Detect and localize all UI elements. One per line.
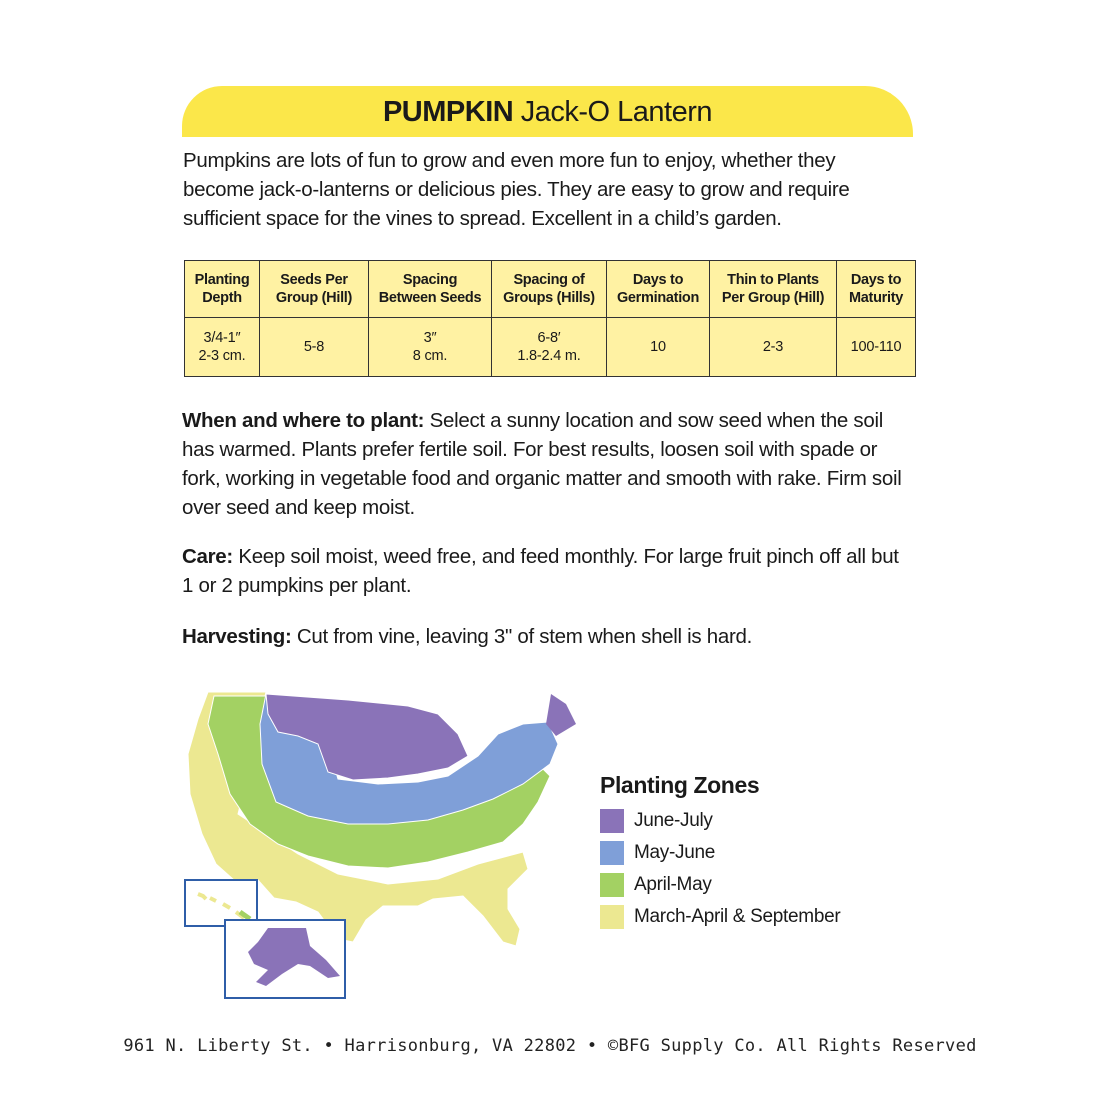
legend-swatch — [600, 905, 624, 929]
header-cell: Planting Depth — [185, 261, 260, 318]
legend-label: June-July — [634, 810, 713, 831]
legend-title: Planting Zones — [600, 772, 760, 798]
planting-zones-legend — [600, 772, 840, 933]
legend-swatch — [600, 873, 624, 897]
legend-label: March-April & September — [634, 906, 841, 927]
harvesting-paragraph — [182, 622, 902, 651]
value-cell: 2-3 — [710, 318, 837, 377]
legend-label: April-May — [634, 874, 712, 895]
when-where-heading: When and where to plant: — [182, 409, 425, 432]
legend-label: May-June — [634, 842, 716, 863]
variety-name: Jack-O Lantern — [520, 96, 713, 128]
when-where-paragraph — [182, 406, 912, 522]
product-name: PUMPKIN — [382, 96, 514, 128]
legend-item — [600, 837, 840, 869]
value-cell: 3″ 8 cm. — [369, 318, 492, 377]
header-cell: Thin to Plants Per Group (Hill) — [710, 261, 837, 318]
value-cell: 100-110 — [837, 318, 916, 377]
header-cell: Spacing Between Seeds — [369, 261, 492, 318]
care-paragraph — [182, 542, 902, 600]
table-header-row — [185, 261, 916, 318]
harvesting-text: Cut from vine, leaving 3" of stem when shell is hard. — [291, 625, 753, 648]
title-bar — [182, 86, 913, 137]
value-cell: 10 — [607, 318, 710, 377]
legend-swatch — [600, 809, 624, 833]
planting-specs-table — [184, 260, 916, 377]
intro-text: Pumpkins are lots of fun to grow and even more fun to enjoy, whether they become jack-o-lanterns or delicious pies. They are easy to grow and require sufficient space for the vines to spread. Excellent in a child’s garden. — [183, 149, 850, 230]
footer-address: 961 N. Liberty St. • Harrisonburg, VA 22802 • ©BFG Supply Co. All Rights Reserved — [123, 1036, 977, 1056]
when-where-text: Select a sunny location and sow seed when the soil has warmed. Plants prefer fertile soil. For best results, loosen soil with spade or fork, working in vegetable food and organic matter and smooth with rake. Firm soil over seed and keep moist. — [182, 409, 902, 519]
value-cell: 6-8′ 1.8-2.4 m. — [492, 318, 607, 377]
table-row — [185, 318, 916, 377]
legend-item — [600, 901, 840, 933]
header-cell: Seeds Per Group (Hill) — [260, 261, 369, 318]
legend-item — [600, 805, 840, 837]
legend-item — [600, 869, 840, 901]
care-heading: Care: — [182, 545, 233, 568]
header-cell: Spacing of Groups (Hills) — [492, 261, 607, 318]
value-cell: 5-8 — [260, 318, 369, 377]
care-text: Keep soil moist, weed free, and feed monthly. For large fruit pinch off all but 1 or 2 pumpkins per plant. — [182, 545, 899, 597]
legend-swatch — [600, 841, 624, 865]
header-cell: Days to Germination — [607, 261, 710, 318]
us-planting-zone-map-icon — [178, 684, 578, 1004]
value-cell: 3/4-1″ 2-3 cm. — [185, 318, 260, 377]
harvesting-heading: Harvesting: — [182, 625, 292, 648]
header-cell: Days to Maturity — [837, 261, 916, 318]
